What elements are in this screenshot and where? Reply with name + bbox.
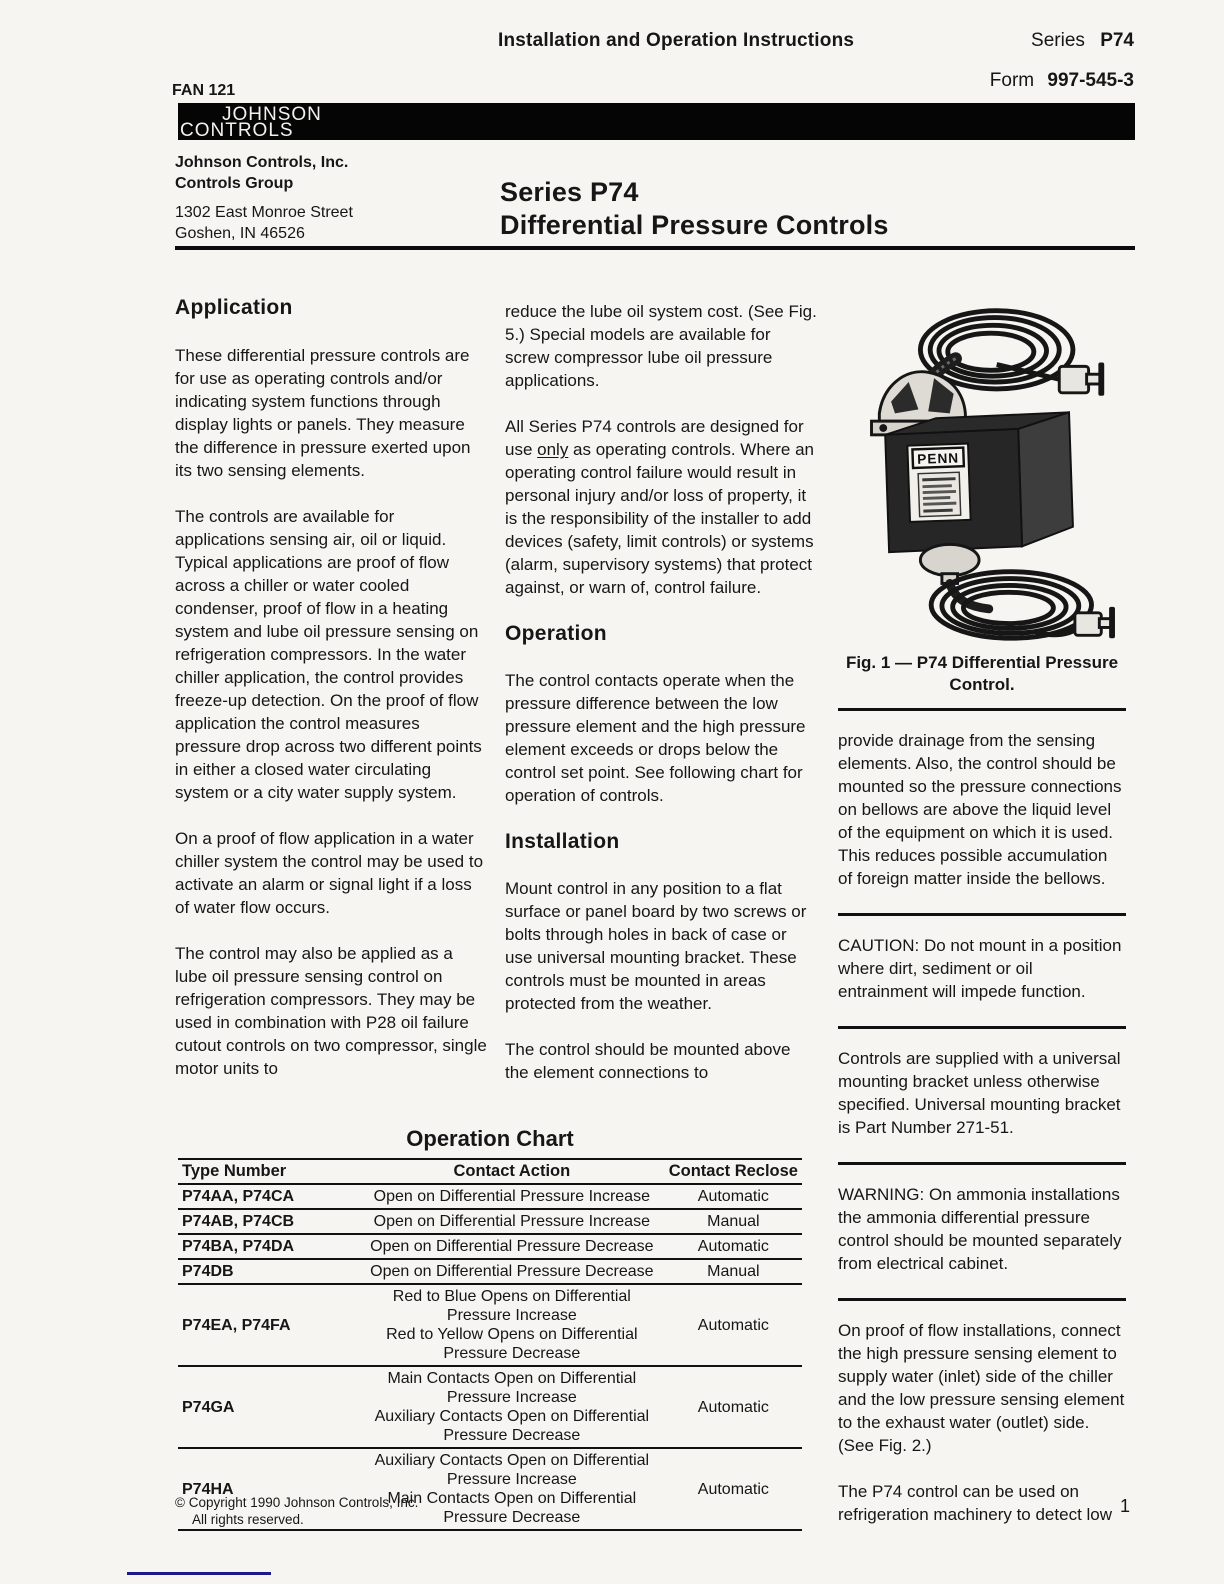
operation-chart-table: [178, 1158, 802, 1531]
application-paragraph-1: These differential pressure controls are for use as operating controls and/or indicating system functions through display lights or panels. They measure the difference in pressure exerted upon its two sensing elements.: [175, 346, 471, 480]
spacer: [175, 194, 353, 202]
action-line: Pressure Increase: [446, 1389, 577, 1406]
action-line: Main Contacts Open on Differential: [387, 1370, 637, 1387]
cell-type: P74AB, P74CB: [178, 1209, 359, 1234]
divider: [838, 1162, 1126, 1165]
warning-note: WARNING: On ammonia installations the ammonia differential pressure control should be mounted separately from electrical cabinet.: [838, 1185, 1122, 1273]
table-header-row: [178, 1159, 802, 1184]
company-group: Controls Group: [175, 175, 294, 192]
fan-number: FAN 121: [172, 82, 236, 99]
bottom-fitting-nut: [1075, 613, 1101, 635]
cell-action: [359, 1259, 665, 1284]
action-line: Open on Differential Pressure Decrease: [370, 1238, 654, 1255]
document-title: [500, 176, 889, 242]
action-line: Open on Differential Pressure Decrease: [370, 1263, 654, 1280]
series-value: P74: [1100, 30, 1134, 51]
column-middle: [505, 300, 817, 1107]
right-paragraph-1: provide drainage from the sensing elements. Also, the control should be mounted so the pressure connections on bellows are above the liquid level of the equipment on which it is used. This reduces possible accumulation of foreign matter inside the bellows.: [838, 731, 1122, 888]
cell-reclose: Automatic: [665, 1448, 802, 1530]
operation-chart: [178, 1158, 802, 1531]
table-row: [178, 1209, 802, 1234]
installation-paragraph-2: The control should be mounted above the element connections to: [505, 1040, 791, 1082]
action-line: Open on Differential Pressure Increase: [373, 1188, 650, 1205]
action-line: Pressure Increase: [446, 1471, 577, 1488]
right-paragraph-3: On proof of flow installations, connect the high pressure sensing element to supply water (inlet) side of the chiller and the low pressure sensing element to the exhaust water (outlet) side. (See Fig. 2.): [838, 1321, 1125, 1455]
cell-type: P74BA, P74DA: [178, 1234, 359, 1259]
cell-reclose: Automatic: [665, 1366, 802, 1448]
company-city: Goshen, IN 46526: [175, 225, 305, 242]
action-line: Main Contacts Open on Differential: [387, 1490, 637, 1507]
cell-reclose: Automatic: [665, 1234, 802, 1259]
caution-note: CAUTION: Do not mount in a position where dirt, sediment or oil entrainment will impede function.: [838, 936, 1122, 1001]
company-street: 1302 East Monroe Street: [175, 204, 353, 221]
application-paragraph-2: The controls are available for applications sensing air, oil or liquid. Typical applications are proof of flow across a chiller or water cooled condenser, proof of flow in a heating system and lube oil pressure sensing on refrigeration compressors. In the water chiller application, the control provides freeze-up detection. On the proof of flow application the control measures pressure drop across two different points in either a closed water circulating system or a city water supply system.: [175, 507, 482, 802]
cell-reclose: Automatic: [665, 1284, 802, 1366]
divider: [838, 1298, 1126, 1301]
operation-heading: Operation: [505, 622, 607, 645]
action-line: Pressure Decrease: [443, 1427, 581, 1444]
p74-control-illustration: [838, 296, 1126, 648]
action-line: Pressure Decrease: [443, 1509, 581, 1526]
form-word: Form: [989, 70, 1035, 91]
middle-paragraph-1: reduce the lube oil system cost. (See Fig. 5.) Special models are available for screw compressor lube oil pressure applications.: [505, 302, 817, 390]
action-line: Red to Yellow Opens on Differential: [386, 1326, 638, 1343]
company-name: Johnson Controls, Inc.: [175, 154, 349, 171]
logo-controls-text: CONTROLS: [180, 120, 294, 141]
logo-johnson-text: JOHNSON: [222, 104, 322, 125]
bottom-blue-line: [127, 1572, 271, 1575]
document-title-line2: Differential Pressure Controls: [500, 210, 889, 240]
table-row: [178, 1259, 802, 1284]
table-row: [178, 1284, 802, 1366]
operation-paragraph: The control contacts operate when the pressure difference between the low pressure element and the high pressure element exceeds or drops below the control set point. See following chart for operation of controls.: [505, 671, 806, 805]
top-fitting-nut: [1059, 366, 1088, 392]
cell-type: P74DB: [178, 1259, 359, 1284]
table-row: [178, 1234, 802, 1259]
p2-after: as operating controls. Where an operating control failure would result in personal injury and/or loss of property, it is the responsibility of the installer to add devices (safety, limit controls) or systems (alarm, supervisory systems) that protect against, or warn of, control failure.: [505, 440, 815, 597]
copyright-line1: © Copyright 1990 Johnson Controls, Inc.: [175, 1495, 419, 1510]
series-label: [1031, 30, 1134, 52]
application-paragraph-4: The control may also be applied as a lube oil pressure sensing control on refrigeration compressors. They may be used in combination with P28 oil failure cutout controls on two compressor, single motor units to: [175, 944, 487, 1078]
header-contact-reclose: Contact Reclose: [665, 1159, 802, 1184]
p74-control-photo: [838, 296, 1126, 648]
header-contact-action: Contact Action: [359, 1159, 665, 1184]
action-line: Open on Differential Pressure Increase: [373, 1213, 650, 1230]
series-word: Series: [1031, 30, 1085, 51]
cell-action: [359, 1234, 665, 1259]
header-type-number: Type Number: [178, 1159, 359, 1184]
figure-caption-line2: Control.: [949, 675, 1015, 694]
p2-underlined-word: only: [537, 440, 569, 459]
middle-paragraph-2: [505, 415, 817, 599]
figure-caption: [838, 652, 1126, 696]
divider: [838, 1026, 1126, 1029]
column-right: [838, 296, 1126, 1549]
application-heading: Application: [175, 296, 293, 319]
p2-before: All Series P74 controls are designed for use: [505, 417, 804, 459]
company-address-block: [175, 152, 353, 244]
figure-brand-text: PENN: [916, 450, 960, 467]
cell-action: [359, 1284, 665, 1366]
cell-action: [359, 1209, 665, 1234]
document-title-line1: Series P74: [500, 177, 639, 207]
action-line: Auxiliary Contacts Open on Differential: [374, 1408, 650, 1425]
cell-type: P74AA, P74CA: [178, 1184, 359, 1209]
operation-chart-title: Operation Chart: [406, 1126, 574, 1151]
copyright-notice: [175, 1494, 418, 1528]
cell-type: P74EA, P74FA: [178, 1284, 359, 1366]
cell-reclose: Manual: [665, 1259, 802, 1284]
form-value: 997-545-3: [1047, 70, 1134, 91]
application-paragraph-3: On a proof of flow application in a water chiller system the control may be used to activate an alarm or signal light if a loss of water flow occurs.: [175, 829, 484, 917]
cell-action: [359, 1184, 665, 1209]
action-line: Red to Blue Opens on Differential: [392, 1288, 631, 1305]
action-line: Auxiliary Contacts Open on Differential: [374, 1452, 650, 1469]
right-paragraph-2: Controls are supplied with a universal mounting bracket unless otherwise specified. Universal mounting bracket is Part Number 271-51.: [838, 1049, 1121, 1137]
action-line: Pressure Decrease: [443, 1345, 581, 1362]
figure-caption-line1: Fig. 1 — P74 Differential Pressure: [845, 653, 1119, 672]
masthead-rule: [175, 246, 1135, 250]
divider: [838, 913, 1126, 916]
cell-type: P74HA: [178, 1448, 359, 1530]
cell-reclose: Manual: [665, 1209, 802, 1234]
form-number: [990, 70, 1134, 92]
table-row: [178, 1366, 802, 1448]
divider: [838, 708, 1126, 711]
column-application: [175, 296, 487, 1103]
action-line: Pressure Increase: [446, 1307, 577, 1324]
johnson-controls-logo-bar: [178, 103, 1135, 140]
doc-type-heading: Installation and Operation Instructions: [498, 30, 855, 51]
table-row: [178, 1184, 802, 1209]
page-number: 1: [1120, 1496, 1131, 1516]
cell-type: P74GA: [178, 1366, 359, 1448]
cell-action: [359, 1366, 665, 1448]
copyright-line2: All rights reserved.: [192, 1512, 304, 1527]
cell-reclose: Automatic: [665, 1184, 802, 1209]
installation-heading: Installation: [505, 830, 620, 853]
installation-paragraph-1: Mount control in any position to a flat surface or panel board by two screws or bolts through holes in back of case or use universal mounting bracket. These controls must be mounted in areas protected from the weather.: [505, 879, 807, 1013]
right-paragraph-4: The P74 control can be used on refrigeration machinery to detect low: [838, 1482, 1113, 1524]
